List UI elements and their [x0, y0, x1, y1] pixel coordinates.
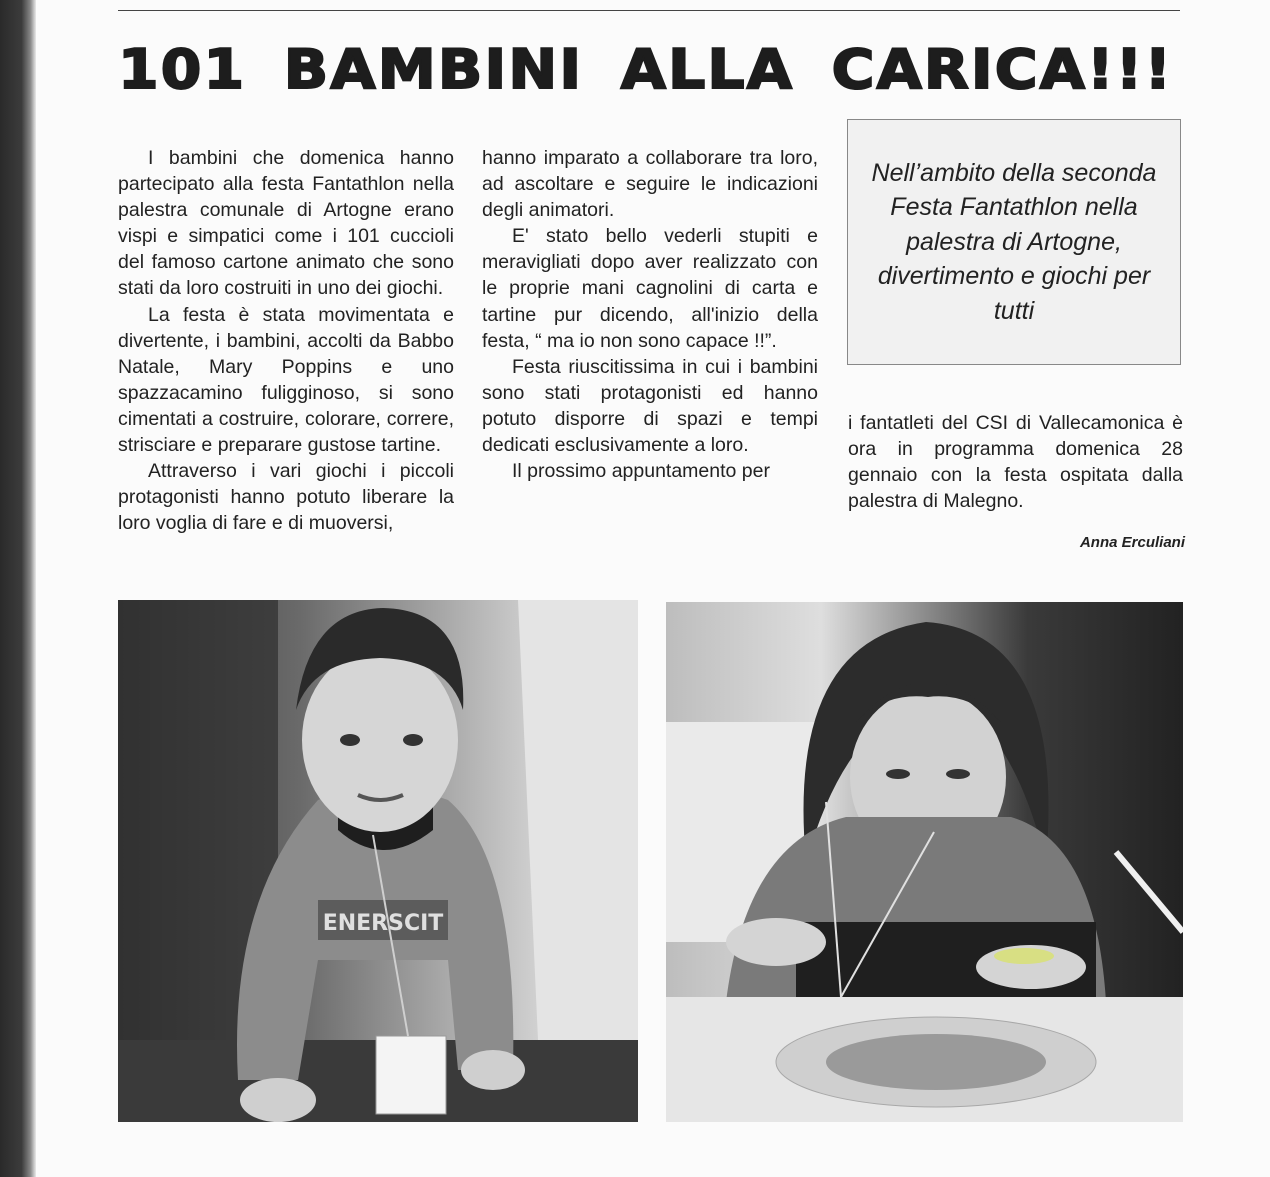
top-rule [118, 10, 1180, 11]
binding-edge [0, 0, 36, 1177]
paragraph: Il prossimo appuntamento per [512, 460, 770, 483]
paragraph: hanno imparato a collaborare tra loro, ad ascoltare e seguire le indicazioni degli animatori. [482, 147, 818, 222]
shirt-print-text: ENERSCIT [322, 911, 444, 936]
paragraph: E' stato bello vederli stupiti e meravigliati dopo aver realizzato con le proprie mani cagnolini di carta e tartine pur dicendo, all'inizio della festa, “ ma io non sono capace !!”. [482, 225, 818, 352]
photo-boy-in-tunnel [118, 600, 638, 1122]
pull-quote-box [847, 119, 1181, 365]
article-column-3 [848, 410, 1183, 514]
paragraph: Attraverso i vari giochi i piccoli protagonisti hanno potuto liberare la loro voglia di fare e di muoversi, [118, 460, 454, 535]
paragraph: Festa riuscitissima in cui i bambini sono stati protagonisti ed hanno potuto disporre di spazi e tempi dedicati esclusivamente a loro. [482, 355, 818, 457]
pull-quote-text: Nell’ambito della seconda Festa Fantathlon nella palestra di Artogne, divertimento e giochi per tutti [871, 158, 1157, 325]
paragraph: La festa è stata movimentata e divertente, i bambini, accolti da Babbo Natale, Mary Poppins e uno spazzacamino fuligginoso, si sono cimentati a costruire, colorare, correre, strisciare e preparare gustose tartine. [118, 303, 454, 457]
article-column-1 [118, 145, 454, 536]
author-byline: Anna Erculiani [1079, 534, 1185, 551]
photo-girl-at-table [666, 602, 1183, 1122]
article-column-2 [482, 145, 818, 484]
paragraph: i fantatleti del CSI di Vallecamonica è ora in programma domenica 28 gennaio con la festa ospitata dalla palestra di Malegno. [848, 412, 1183, 513]
paragraph: I bambini che domenica hanno partecipato alla festa Fantathlon nella palestra comunale di Artogne erano vispi e simpatici come i 101 cuccioli del famoso cartone animato che sono stati da loro costruiti in uno dei giochi. [118, 147, 454, 300]
article-headline: 101 BAMBINI ALLA CARICA!!! [118, 38, 1174, 101]
